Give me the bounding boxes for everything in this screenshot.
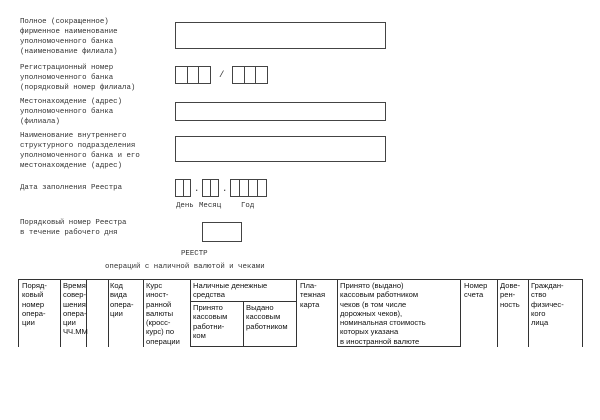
register-number-field[interactable] <box>202 222 242 242</box>
subheader-received: Принято кассовым работни- ком <box>193 303 228 340</box>
register-title: РЕЕСТР <box>181 250 208 258</box>
location-label: Местонахождение (адрес) уполномоченного банка (филиала) <box>20 98 123 126</box>
day-field[interactable] <box>175 179 191 197</box>
date-dot: . <box>194 184 200 194</box>
subheader-issued: Выдано кассовым работником <box>246 303 288 331</box>
col-header-citizenship: Граждан- ство физичес- кого лица <box>531 281 564 328</box>
month-caption: Месяц <box>199 202 222 210</box>
register-number-label: Порядковый номер Реестра в течение рабочего дня <box>20 219 127 237</box>
reg-separator: / <box>219 70 225 80</box>
col-header-card: Пла- тежная карта <box>300 281 326 309</box>
col-header-proxy: Дове- рен- ность <box>500 281 521 309</box>
day-caption: День <box>176 202 194 210</box>
branch-number-field[interactable] <box>232 66 268 84</box>
date-label: Дата заполнения Реестра <box>20 184 123 192</box>
year-field[interactable] <box>230 179 267 197</box>
bank-name-field[interactable] <box>175 22 386 49</box>
division-label: Наименование внутреннего структурного подразделения уполномоченного банка и его местонахождение (адрес) <box>20 132 140 170</box>
col-header-cheques: Принято (выдано) кассовым работником чеков (в том числе дорожных чеков), номинальная стоимость которых указана в иностранной валюте <box>340 281 426 346</box>
bank-name-label: Полное (сокращенное) фирменное наименование уполномоченного банка (наименование филиала) <box>20 18 118 56</box>
col-header-rate: Курс иност- ранной валюты (кросс- курс) по операции <box>146 281 180 346</box>
col-header-code: Код вида опера- ции <box>110 281 134 318</box>
col-header-time: Время совер- шения опера- ции ЧЧ.ММ <box>63 281 88 337</box>
reg-number-field[interactable] <box>175 66 211 84</box>
col-header-number: Поряд- ковый номер опера- ции <box>22 281 47 328</box>
division-field[interactable] <box>175 136 386 162</box>
date-dot: . <box>222 184 228 194</box>
col-header-cash: Наличные денежные средства <box>193 281 268 300</box>
register-subtitle: операций с наличной валютой и чеками <box>105 263 265 271</box>
reg-number-label: Регистрационный номер уполномоченного банка (порядковый номер филиала) <box>20 64 136 92</box>
month-field[interactable] <box>202 179 219 197</box>
col-header-account: Номер счета <box>464 281 488 300</box>
location-field[interactable] <box>175 102 386 121</box>
year-caption: Год <box>241 202 255 210</box>
